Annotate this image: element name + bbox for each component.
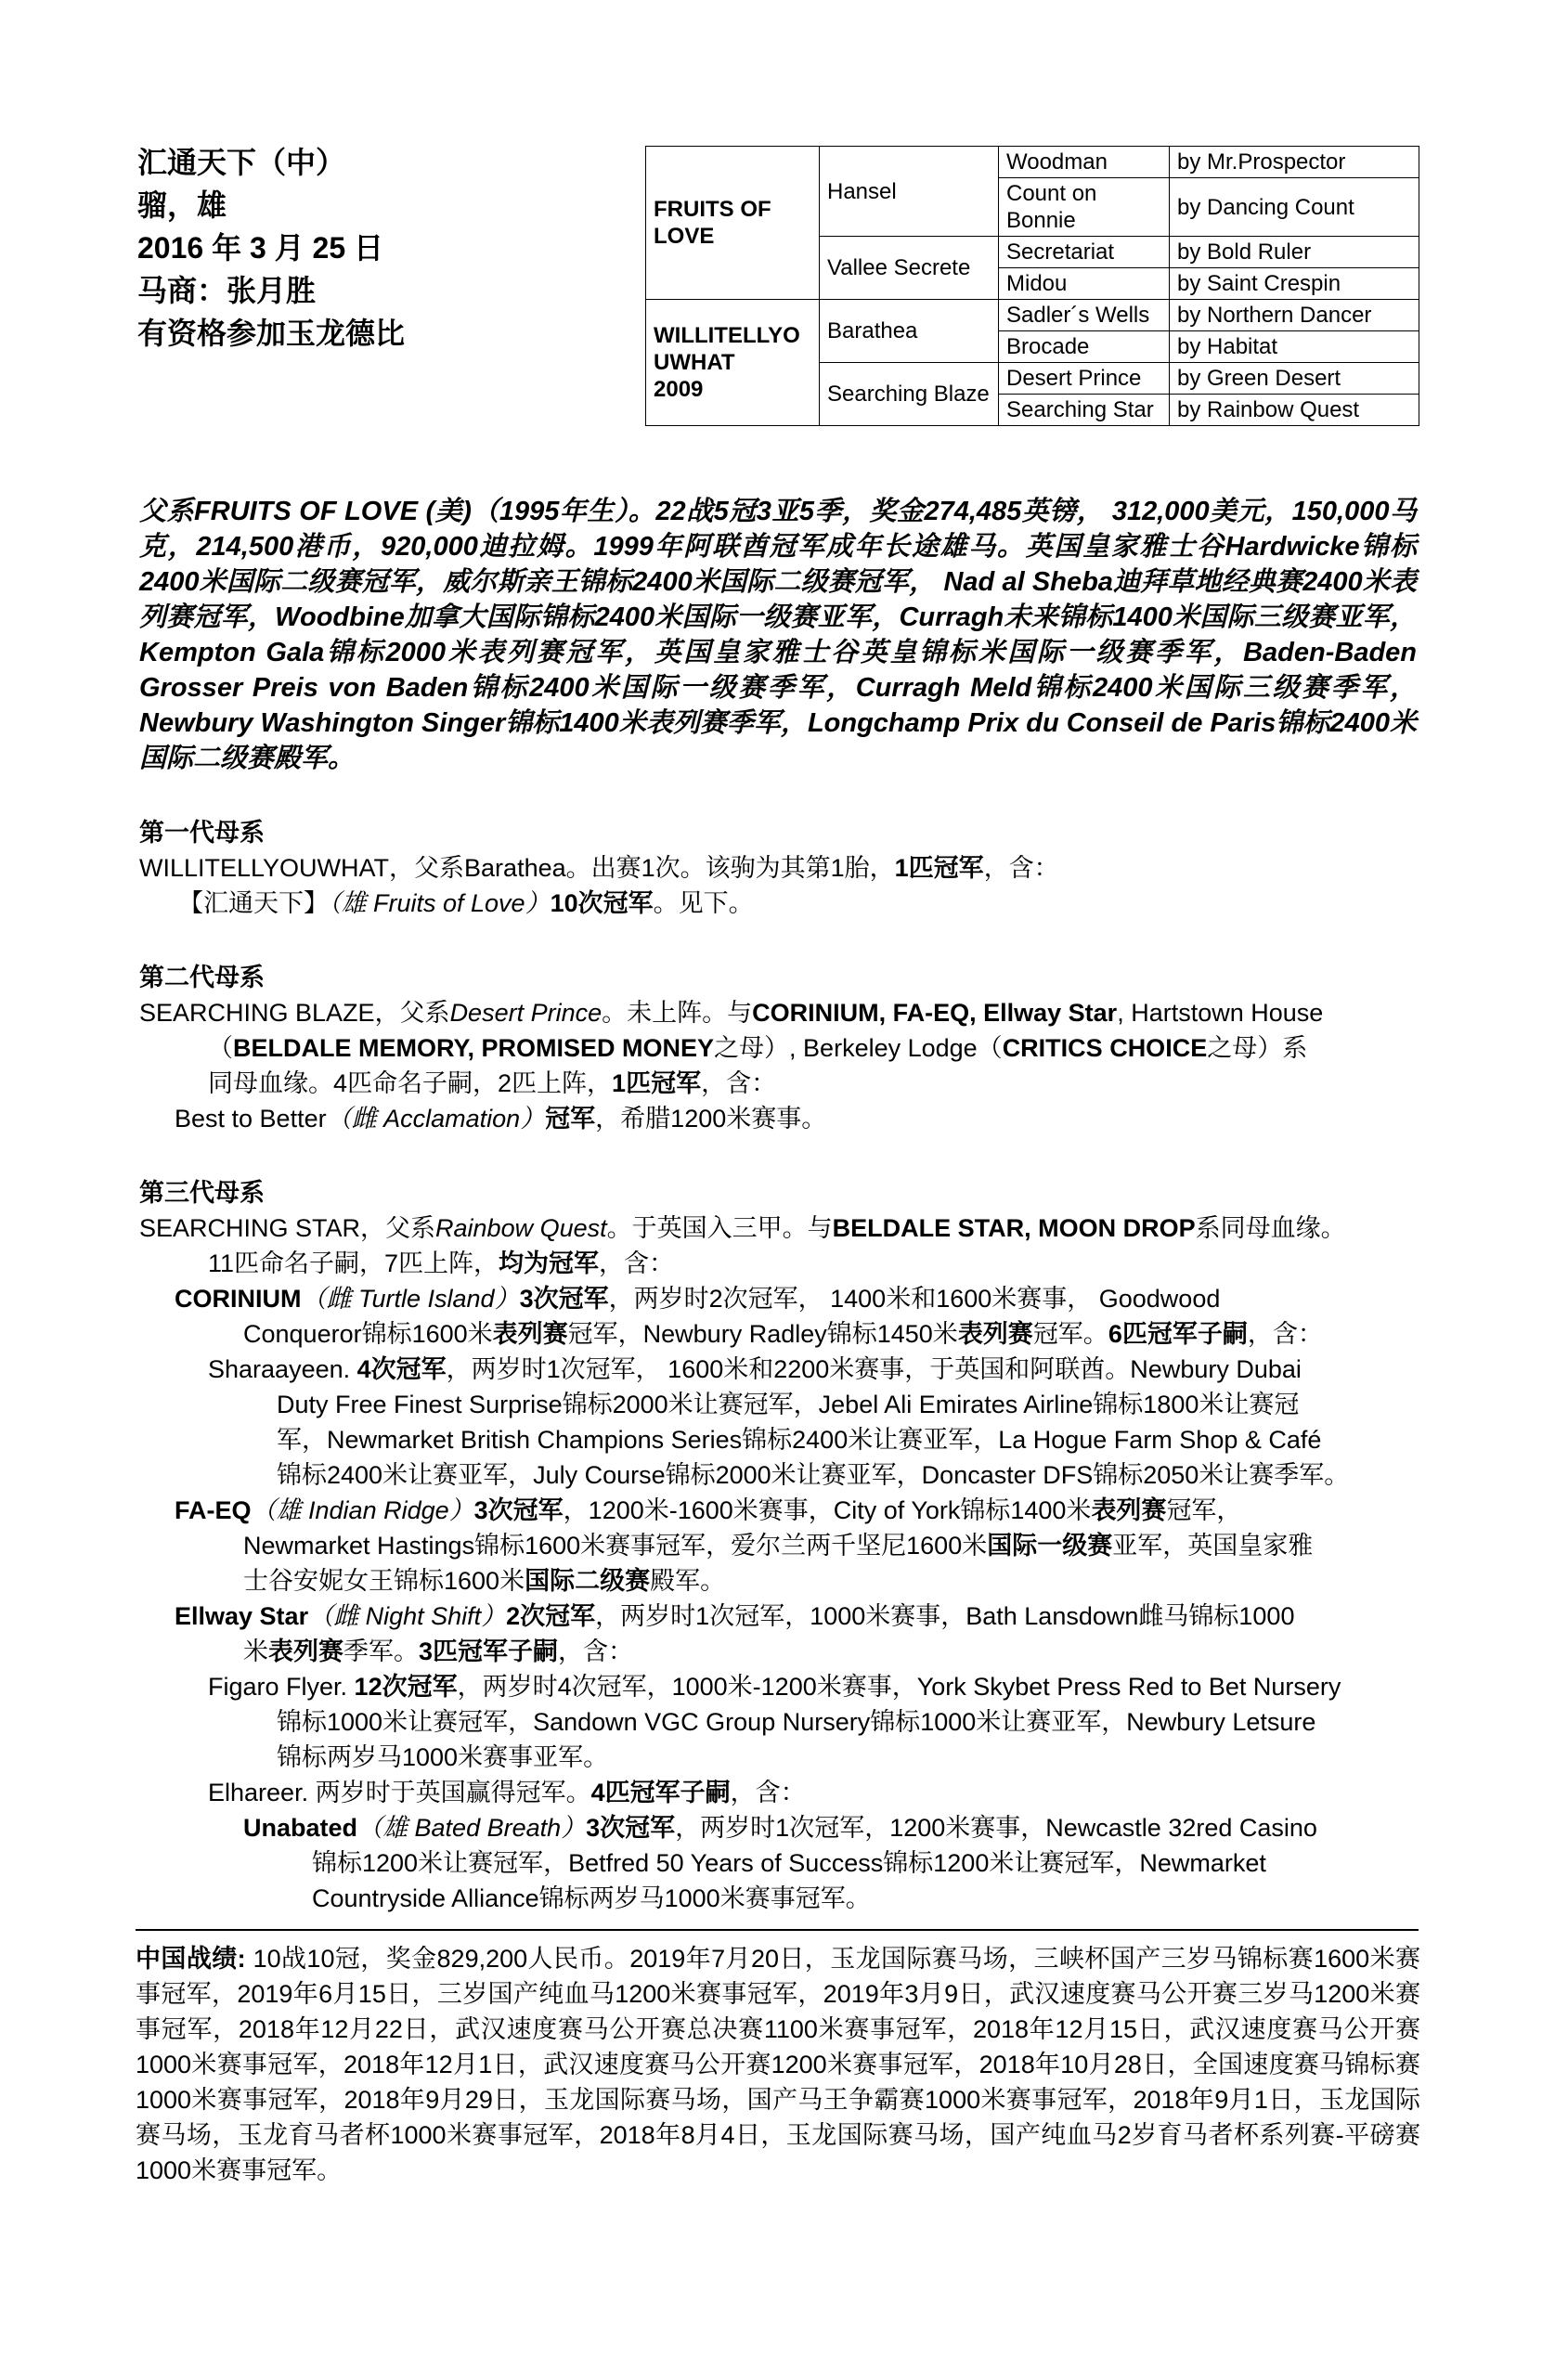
text: ，含： [1247, 1320, 1323, 1348]
third-dam-line [139, 1246, 1420, 1281]
second-dam-line [139, 1066, 1420, 1101]
text: ，希腊1200米赛事。 [595, 1105, 827, 1133]
text: , Hartstown House [1117, 999, 1324, 1027]
text: Newmarket Hastings锦标1600米赛事冠军，爱尔兰两千坚尼1600米 [243, 1532, 988, 1560]
first-dam-section [139, 815, 1420, 921]
text: ，两岁时4次冠军，1000米-1200米赛事，York Skybet Press Red to Bet Nursery [457, 1673, 1341, 1701]
text: Conqueror锦标1600米 [243, 1320, 493, 1348]
unabated-line: 锦标1200米让赛冠军，Betfred 50 Years of Success锦标1200米让赛冠军，Newmarket [312, 1849, 1266, 1877]
figaro-line: 锦标1000米让赛冠军，Sandown VGC Group Nursery锦标1000米让赛亚军，Newbury Letsure [277, 1708, 1316, 1736]
pedigree-sire-dam: Vallee Secrete [820, 237, 999, 300]
text: Unabated [243, 1814, 358, 1842]
text: 。于英国入三甲。与 [606, 1214, 833, 1242]
text: （雄 Fruits of Love） [329, 889, 551, 917]
text: 冠军 [545, 1105, 596, 1133]
pedigree-cell: by Rainbow Quest [1170, 395, 1419, 426]
text: 米 [243, 1638, 268, 1665]
pedigree-table [645, 146, 1419, 426]
china-record [136, 1941, 1420, 2188]
text: 3匹冠军子嗣 [419, 1638, 559, 1665]
text: ，两岁时1次冠军， 1600米和2200米赛事，于英国和阿联酋。Newbury Dubai [446, 1355, 1302, 1383]
pedigree-cell: by Habitat [1170, 331, 1419, 363]
text: Elhareer. 两岁时于英国赢得冠军。 [208, 1779, 591, 1806]
corinium-line [139, 1281, 1420, 1316]
ellway-line [139, 1634, 1420, 1669]
third-dam-section [139, 1175, 1420, 1916]
text: WILLITELLYOUWHAT，父系Barathea。出赛1次。该驹为其第1胎， [139, 854, 895, 882]
text: 2次冠军 [506, 1602, 596, 1630]
horse-header [137, 141, 405, 355]
text: CRITICS CHOICE [1002, 1034, 1208, 1062]
pedigree-cell: by Mr.Prospector [1170, 147, 1419, 178]
text: CORINIUM, FA-EQ, Ellway Star [752, 999, 1118, 1027]
text: ，含： [983, 854, 1059, 882]
corinium-line [139, 1316, 1420, 1352]
text: 6匹冠军子嗣 [1108, 1320, 1248, 1348]
pedigree-cell: Woodman [999, 147, 1170, 178]
text: ，含： [599, 1249, 675, 1277]
text: BELDALE MEMORY, PROMISED MONEY [233, 1034, 715, 1062]
text: Ellway Star [175, 1602, 309, 1630]
text: ，两岁时1次冠军，1000米赛事，Bath Lansdown雌马锦标1000 [595, 1602, 1295, 1630]
pedigree-dam-dam: Searching Blaze [820, 363, 999, 426]
horse-owner: 马商：张月胜 [137, 274, 317, 307]
text: 1匹冠军 [612, 1069, 702, 1097]
text: 国际二级赛 [525, 1567, 651, 1595]
text: （雌 Night Shift） [308, 1602, 507, 1630]
text: 系同母血缘。 [1195, 1214, 1346, 1242]
divider [136, 1929, 1419, 1931]
pedigree-cell: Count on Bonnie [999, 178, 1170, 237]
text: 【汇通天下】 [178, 889, 329, 917]
text: 。未上阵。与 [602, 999, 753, 1027]
text: 亚军，英国皇家雅 [1112, 1532, 1314, 1560]
horse-name: 汇通天下（中） [137, 146, 346, 179]
sire-paragraph: 父系FRUITS OF LOVE (美)（1995年生）。22战5冠3亚5季，奖金274,485英镑， 312,000美元，150,000马克，214,500港币，920,000迪拉姆。1999年阿联酋冠军成年长途雄马。英国皇家雅士谷Hardwicke锦标2400米国际二级赛冠军，威尔斯亲王锦标2400米国际二级赛冠军， Nad al Sheba迪拜草地经典赛2400米表列赛冠军，Woodbine加拿大国际锦标2400米国际一级赛亚军，Curragh未来锦标1400米国际三级赛亚军，Kempton Gala锦标2000米表列赛冠军，英国皇家雅士谷英皇锦标米国际一级赛季军，Baden-Baden Grosser Preis von Baden锦标2400米国际一级赛季军，Curragh Meld锦标2400米国际三级赛季军，Newbury Washington Singer锦标1400米表列赛季军，Longchamp Prix du Conseil de Paris锦标2400米国际二级赛殿军。 [139, 497, 1417, 773]
text: ，两岁时1次冠军，1200米赛事，Newcastle 32red Casino [675, 1814, 1317, 1842]
pedigree-cell: Brocade [999, 331, 1170, 363]
text: （雄 Indian Ridge） [251, 1496, 474, 1524]
text: 季军。 [343, 1638, 419, 1665]
pedigree-cell: by Bold Ruler [1170, 237, 1419, 268]
sharaayeen-line: Duty Free Finest Surprise锦标2000米让赛冠军，Jebel Ali Emirates Airline锦标1800米让赛冠 [277, 1391, 1300, 1418]
text: CORINIUM [175, 1285, 302, 1313]
text: BELDALE STAR, MOON DROP [832, 1214, 1196, 1242]
china-record-label: 中国战绩: [136, 1945, 246, 1973]
text: 表列赛 [1091, 1496, 1167, 1524]
text: （雌 Acclamation） [326, 1105, 546, 1133]
pedigree-dam-sire: Barathea [820, 300, 999, 363]
second-dam-line [139, 995, 1420, 1030]
second-dam-title: 第二代母系 [139, 964, 265, 991]
sharaayeen-line: 军，Newmarket British Champions Series锦标2400米让赛亚军，La Hogue Farm Shop & Café [277, 1426, 1322, 1454]
text: Figaro Flyer. [208, 1673, 355, 1701]
unabated-line: Countryside Alliance锦标两岁马1000米赛事冠军。 [312, 1884, 871, 1912]
pedigree-cell: Midou [999, 268, 1170, 300]
china-record-text: 10战10冠，奖金829,200人民币。2019年7月20日，玉龙国际赛马场，三峡杯国产三岁马锦标赛1600米赛事冠军，2019年6月15日，三岁国产纯血马1200米赛事冠军，2019年3月9日，武汉速度赛马公开赛三岁马1200米赛事冠军，2018年12月22日，武汉速度赛马公开赛总决赛1100米赛事冠军，2018年12月15日，武汉速度赛马公开赛1000米赛事冠军，2018年12月1日，武汉速度赛马公开赛1200米赛事冠军，2018年10月28日，全国速度赛马锦标赛1000米赛事冠军，2018年9月29日，玉龙国际赛马场，国产马王争霸赛1000米赛事冠军，2018年9月1日，玉龙国际赛马场，玉龙育马者杯1000米赛事冠军，2018年8月4日，玉龙国际赛马场，国产纯血马2岁育马者杯系列赛-平磅赛1000米赛事冠军。 [136, 1945, 1420, 2184]
third-dam-line [139, 1210, 1420, 1246]
figaro-line: 锦标两岁马1000米赛事亚军。 [277, 1743, 609, 1771]
text: 同母血缘。4匹命名子嗣，2匹上阵， [208, 1069, 613, 1097]
second-dam-section [139, 960, 1420, 1136]
text: FA-EQ [175, 1496, 252, 1524]
text: 冠军， [1166, 1496, 1242, 1524]
text: 国际一级赛 [987, 1532, 1113, 1560]
pedigree-cell: by Saint Crespin [1170, 268, 1419, 300]
text: Rainbow Quest [435, 1214, 607, 1242]
pedigree-cell: by Northern Dancer [1170, 300, 1419, 331]
faeq-line [139, 1493, 1420, 1528]
pedigree-cell: Sadler´s Wells [999, 300, 1170, 331]
text: ，含： [730, 1779, 806, 1806]
text: 3次冠军 [519, 1285, 609, 1313]
text: 4匹冠军子嗣 [590, 1779, 731, 1806]
text: 3次冠军 [586, 1814, 676, 1842]
text: 。见下。 [653, 889, 754, 917]
horse-eligibility: 有资格参加玉龙德比 [137, 317, 406, 350]
faeq-line [139, 1563, 1420, 1599]
first-dam-line [139, 850, 1420, 886]
text: 殿军。 [650, 1567, 726, 1595]
text: SEARCHING BLAZE，父系 [139, 999, 450, 1027]
text: （雄 Bated Breath） [357, 1814, 587, 1842]
unabated-line [139, 1810, 1420, 1845]
text: 均为冠军 [499, 1249, 600, 1277]
text: 表列赛 [957, 1320, 1033, 1348]
pedigree-sire-sire: Hansel [820, 147, 999, 237]
pedigree-dam-name: WILLITELLYOUWHAT [654, 323, 800, 375]
text: 士谷安妮女王锦标1600米 [243, 1567, 525, 1595]
pedigree-dam [646, 300, 820, 426]
text: Sharaayeen. [208, 1355, 357, 1383]
pedigree-sire: FRUITS OF LOVE [646, 147, 820, 300]
figaro-line [139, 1669, 1420, 1704]
first-dam-foal [139, 886, 1420, 921]
sharaayeen-line: 锦标2400米让赛亚军，July Course锦标2000米让赛亚军，Doncaster DFS锦标2050米让赛季军。 [277, 1461, 1350, 1489]
horse-dob: 2016 年 3 月 25 日 [137, 231, 384, 265]
text: 11匹命名子嗣，7匹上阵， [208, 1249, 499, 1277]
text: 之母）系 [1207, 1034, 1308, 1062]
text: 表列赛 [492, 1320, 568, 1348]
text: 4次冠军 [356, 1355, 447, 1383]
text: ，1200米-1600米赛事，City of York锦标1400米 [563, 1496, 1092, 1524]
pedigree-cell: by Dancing Count [1170, 178, 1419, 237]
text: Best to Better [175, 1105, 327, 1133]
second-dam-foal [139, 1101, 1420, 1136]
elhareer-line [139, 1775, 1420, 1810]
first-dam-title: 第一代母系 [139, 819, 265, 847]
third-dam-title: 第三代母系 [139, 1179, 265, 1207]
second-dam-line [139, 1030, 1420, 1066]
pedigree-cell: Searching Star [999, 395, 1170, 426]
text: ，两岁时2次冠军， 1400米和1600米赛事， Goodwood [608, 1285, 1221, 1313]
text: （ [208, 1034, 233, 1062]
faeq-line [139, 1528, 1420, 1563]
text: 表列赛 [268, 1638, 343, 1665]
text: 1匹冠军 [894, 854, 984, 882]
text: （雌 Turtle Island） [301, 1285, 520, 1313]
text: 之母）, Berkeley Lodge（ [714, 1034, 1003, 1062]
pedigree-cell: Secretariat [999, 237, 1170, 268]
horse-color-sex: 骝，雄 [137, 188, 227, 222]
pedigree-dam-year: 2009 [654, 377, 704, 402]
pedigree-cell: Desert Prince [999, 363, 1170, 395]
text: 10次冠军 [550, 889, 654, 917]
text: ，含： [558, 1638, 634, 1665]
pedigree-cell: by Green Desert [1170, 363, 1419, 395]
text: ，含： [701, 1069, 777, 1097]
ellway-line [139, 1599, 1420, 1634]
text: 冠军。 [1032, 1320, 1108, 1348]
text: 冠军，Newbury Radley锦标1450米 [567, 1320, 958, 1348]
text: 12次冠军 [354, 1673, 458, 1701]
text: SEARCHING STAR，父系 [139, 1214, 436, 1242]
text: 3次冠军 [473, 1496, 564, 1524]
sharaayeen-line [139, 1352, 1420, 1387]
text: Desert Prince [449, 999, 603, 1027]
